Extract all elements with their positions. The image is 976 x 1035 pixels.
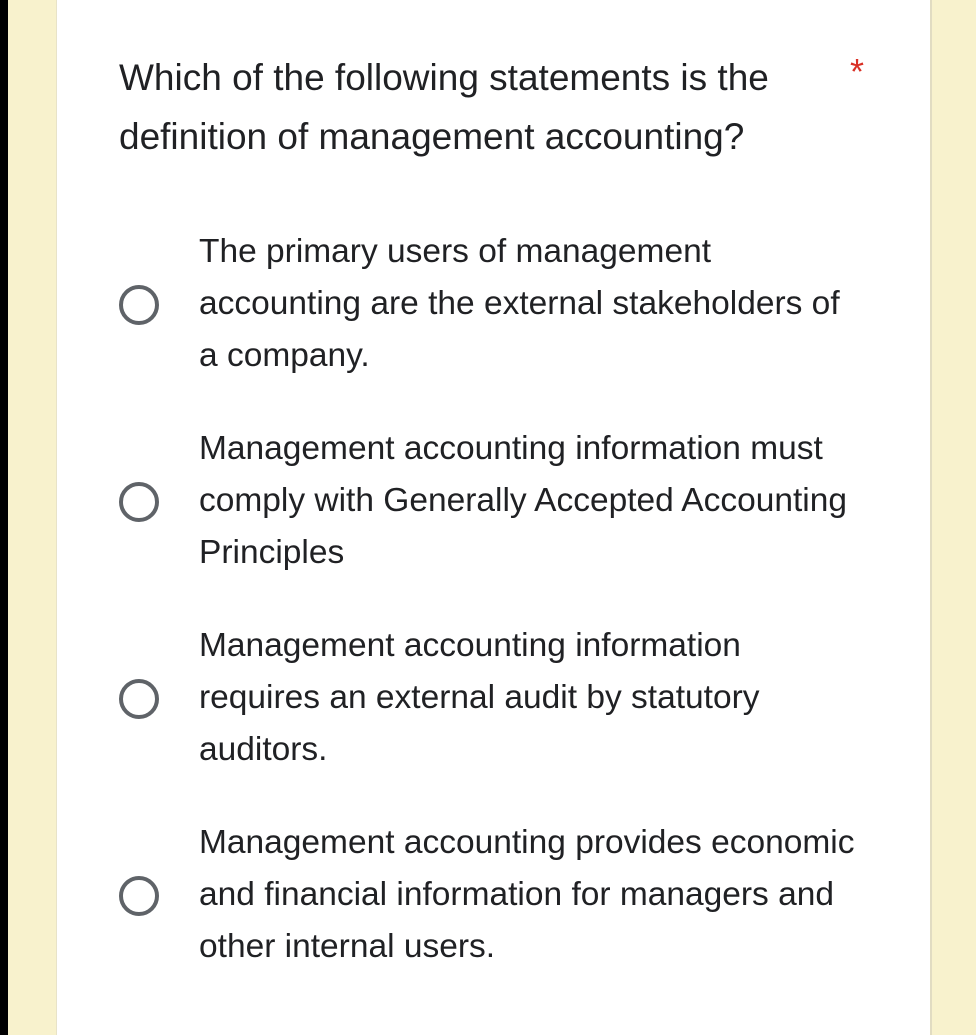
radio-button-2[interactable]: [119, 482, 159, 522]
question-title: Which of the following statements is the definition of management accounting?: [119, 57, 769, 157]
question-card: [56, 0, 932, 1035]
required-asterisk: *: [850, 51, 865, 92]
radio-button-4[interactable]: [119, 876, 159, 916]
option-1[interactable]: [119, 226, 879, 386]
option-label-2: Management accounting information must comply with Generally Accepted Accounting Principles: [199, 430, 848, 571]
option-4[interactable]: [119, 817, 879, 977]
radio-button-1[interactable]: [119, 285, 159, 325]
option-label-1: The primary users of management accounting are the external stakeholders of a company.: [199, 233, 840, 374]
option-2[interactable]: [119, 423, 879, 583]
option-label-4: Management accounting provides economic and financial information for managers and other internal users.: [199, 824, 855, 965]
radio-button-3[interactable]: [119, 679, 159, 719]
left-edge-strip: [0, 0, 8, 1035]
option-label-3: Management accounting information requires an external audit by statutory auditors.: [199, 627, 760, 768]
option-3[interactable]: [119, 620, 879, 780]
page-background: [8, 0, 56, 1035]
